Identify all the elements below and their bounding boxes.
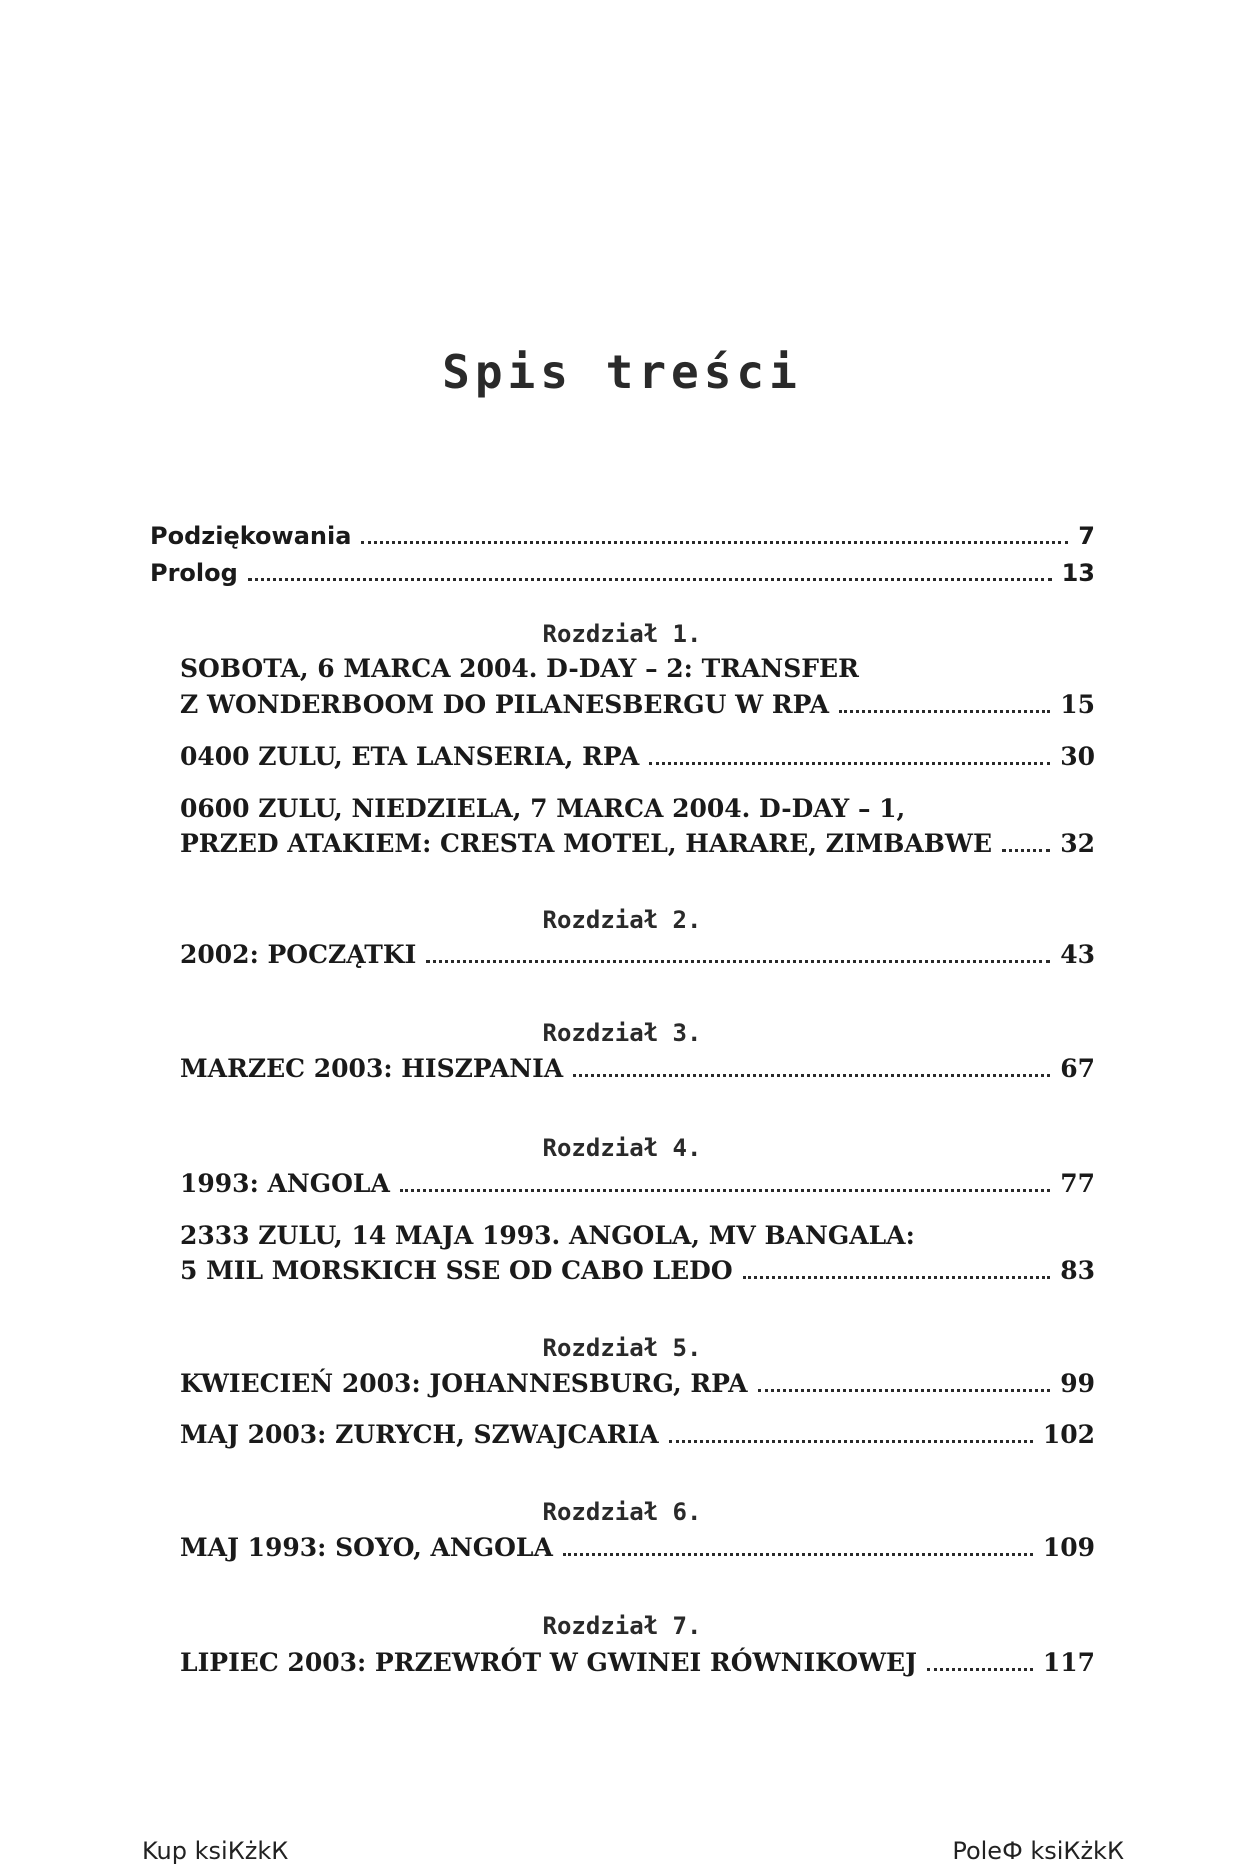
toc-entry-page: 30	[1060, 742, 1095, 771]
toc-entry-page: 83	[1060, 1256, 1095, 1285]
toc-entry[interactable]	[180, 1167, 1095, 1201]
buy-book-link[interactable]: Kup ksiКżkК	[142, 1837, 289, 1865]
toc-entry[interactable]	[180, 827, 1095, 861]
toc-entry-page: 43	[1060, 940, 1095, 969]
toc-entry[interactable]	[180, 938, 1095, 972]
chapter-heading-2: Rozdział 2.	[542, 906, 702, 934]
toc-leader-dots	[1002, 849, 1050, 852]
toc-leader-dots	[758, 1389, 1051, 1392]
toc-entry-page: 67	[1060, 1054, 1095, 1083]
toc-leader-dots	[248, 578, 1052, 581]
toc-entry-page: 109	[1042, 1533, 1095, 1562]
toc-entry[interactable]	[180, 1052, 1095, 1086]
toc-entry-title: LIPIEC 2003: PRZEWRÓT W GWINEI RÓWNIKOWEJ	[180, 1648, 917, 1677]
toc-entry[interactable]	[180, 1418, 1095, 1452]
toc-leader-dots	[426, 960, 1050, 963]
toc-entry-title: PRZED ATAKIEM: CRESTA MOTEL, HARARE, ZIMBABWE	[180, 829, 993, 858]
toc-entry-title: 2002: POCZĄTKI	[180, 940, 417, 969]
toc-entry-title: Z WONDERBOOM DO PILANESBERGU W RPA	[180, 690, 830, 719]
toc-leader-dots	[839, 710, 1050, 713]
toc-leader-dots	[669, 1440, 1033, 1443]
toc-entry-page: 117	[1042, 1648, 1095, 1677]
toc-leader-dots	[573, 1074, 1050, 1077]
toc-leader-dots	[563, 1553, 1033, 1556]
toc-entry-title: KWIECIEŃ 2003: JOHANNESBURG, RPA	[180, 1369, 748, 1398]
toc-entry-title: MAJ 1993: SOYO, ANGOLA	[180, 1533, 553, 1562]
toc-entry-page: 7	[1078, 522, 1095, 550]
toc-entry-title: MAJ 2003: ZURYCH, SZWAJCARIA	[180, 1420, 659, 1449]
chapter-heading-5: Rozdział 5.	[542, 1334, 702, 1362]
chapter-heading-6: Rozdział 6.	[542, 1498, 702, 1526]
toc-entry-title: Podziękowania	[150, 522, 352, 550]
toc-entry-page: 102	[1042, 1420, 1095, 1449]
chapter-heading-3: Rozdział 3.	[542, 1019, 702, 1047]
toc-entry-title: 0400 ZULU, ETA LANSERIA, RPA	[180, 742, 640, 771]
toc-entry-title: 5 MIL MORSKICH SSE OD CABO LEDO	[180, 1256, 733, 1285]
chapter-heading-4: Rozdział 4.	[542, 1134, 702, 1162]
toc-entry[interactable]	[180, 1367, 1095, 1401]
toc-entry-title-line: SOBOTA, 6 MARCA 2004. D-DAY – 2: TRANSFER	[180, 654, 859, 683]
recommend-book-link[interactable]: PoleФ ksiКżkК	[952, 1837, 1124, 1865]
toc-entry-page: 15	[1060, 690, 1095, 719]
toc-entry-prologue[interactable]	[150, 556, 1095, 590]
toc-entry[interactable]	[180, 740, 1095, 774]
chapter-heading-1: Rozdział 1.	[542, 620, 702, 648]
toc-leader-dots	[743, 1276, 1051, 1279]
page-title: Spis treści	[442, 345, 802, 399]
toc-entry[interactable]	[180, 1646, 1095, 1680]
toc-entry[interactable]	[180, 688, 1095, 722]
toc-leader-dots	[649, 762, 1050, 765]
toc-entry-title-line: 0600 ZULU, NIEDZIELA, 7 MARCA 2004. D-DAY – 1,	[180, 794, 906, 823]
toc-entry-title-line: 2333 ZULU, 14 MAJA 1993. ANGOLA, MV BANGALA:	[180, 1221, 915, 1250]
chapter-heading-7: Rozdział 7.	[542, 1612, 702, 1640]
toc-entry[interactable]	[180, 1531, 1095, 1565]
toc-entry-title: MARZEC 2003: HISZPANIA	[180, 1054, 564, 1083]
toc-entry-page: 13	[1061, 559, 1095, 587]
toc-entry-page: 99	[1060, 1369, 1095, 1398]
toc-entry-page: 32	[1060, 829, 1095, 858]
toc-entry-title: Prolog	[150, 559, 238, 587]
toc-leader-dots	[927, 1668, 1033, 1671]
toc-entry-title: 1993: ANGOLA	[180, 1169, 390, 1198]
toc-leader-dots	[400, 1189, 1050, 1192]
toc-entry-page: 77	[1060, 1169, 1095, 1198]
toc-entry[interactable]	[180, 1254, 1095, 1288]
toc-entry-acknowledgements[interactable]	[150, 519, 1095, 553]
toc-leader-dots	[361, 541, 1068, 544]
